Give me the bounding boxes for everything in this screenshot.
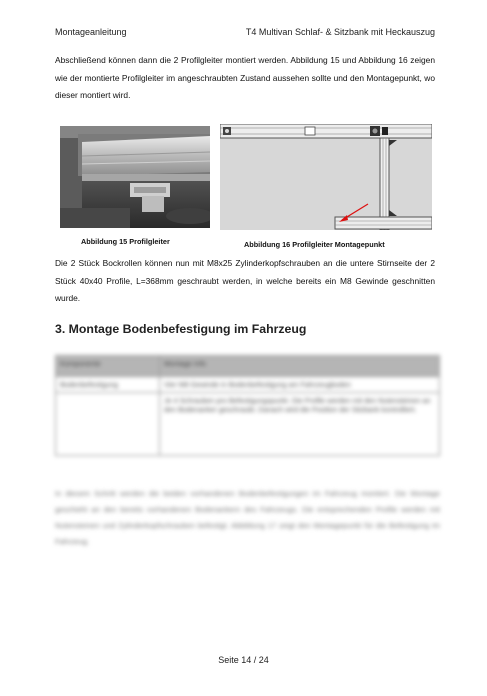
blurred-table — [55, 355, 440, 456]
table-cell: Vier M8 Gewinde in Bodenbefestigung am Fahrzeugboden — [160, 377, 440, 393]
table-header-cell: Montage Info — [160, 356, 440, 377]
table-cell: Bodenbefestigung — [56, 377, 160, 393]
table-header-cell: Komponente — [56, 356, 160, 377]
figure-profilgleiter-photo — [60, 126, 210, 228]
table-cell: Je 4 Schrauben pro Befestigungspunkt. Die Profile werden mit den Nutensteinen an den Bodenanker geschraubt. Danach wird die Position der Sitzbank kontrolliert. — [160, 393, 440, 456]
figure-15-caption: Abbildung 15 Profilgleiter — [81, 237, 170, 246]
table-row — [56, 377, 440, 393]
header-left: Montageanleitung — [55, 27, 127, 37]
paragraph-bockrollen: Die 2 Stück Bockrollen können nun mit M8x25 Zylinderkopfschrauben an die untere Stirnseite der 2 Stück 40x40 Profile, L=368mm geschraubt werden, in welche bereits ein M8 Gewinde geschnitten wurde. — [55, 258, 435, 303]
section-heading: 3. Montage Bodenbefestigung im Fahrzeug — [55, 322, 307, 336]
figure-16-caption: Abbildung 16 Profilgleiter Montagepunkt — [244, 240, 385, 249]
figure-montagepunkt-drawing — [220, 124, 432, 230]
blurred-paragraph: In diesem Schritt werden die beiden vorhandenen Bodenbefestigungen im Fahrzeug montiert. Die Montage geschieht an den bereits vorhandenen Bodenankern des Fahrzeugs. Die entsprechenden Profile werden mit Nutensteinen und Zylinderkopfschrauben befestigt. Abbildung 17 zeigt den Montagepunkt für die Befestigung im Fahrzeug. — [55, 489, 440, 546]
page-number: Seite 14 / 24 — [218, 655, 269, 665]
blurred-content — [55, 355, 440, 550]
header-right: T4 Multivan Schlaf- & Sitzbank mit Heckauszug — [245, 27, 435, 37]
paragraph-profilgleiter: Abschließend können dann die 2 Profilgleiter montiert werden. Abbildung 15 und Abbildung 16 zeigen wie der montierte Profilgleiter im angeschraubten Zustand aussehen sollte und den Montagepunkt, wo dieser montiert wird. — [55, 55, 435, 100]
table-row — [56, 393, 440, 456]
table-cell — [56, 393, 160, 456]
